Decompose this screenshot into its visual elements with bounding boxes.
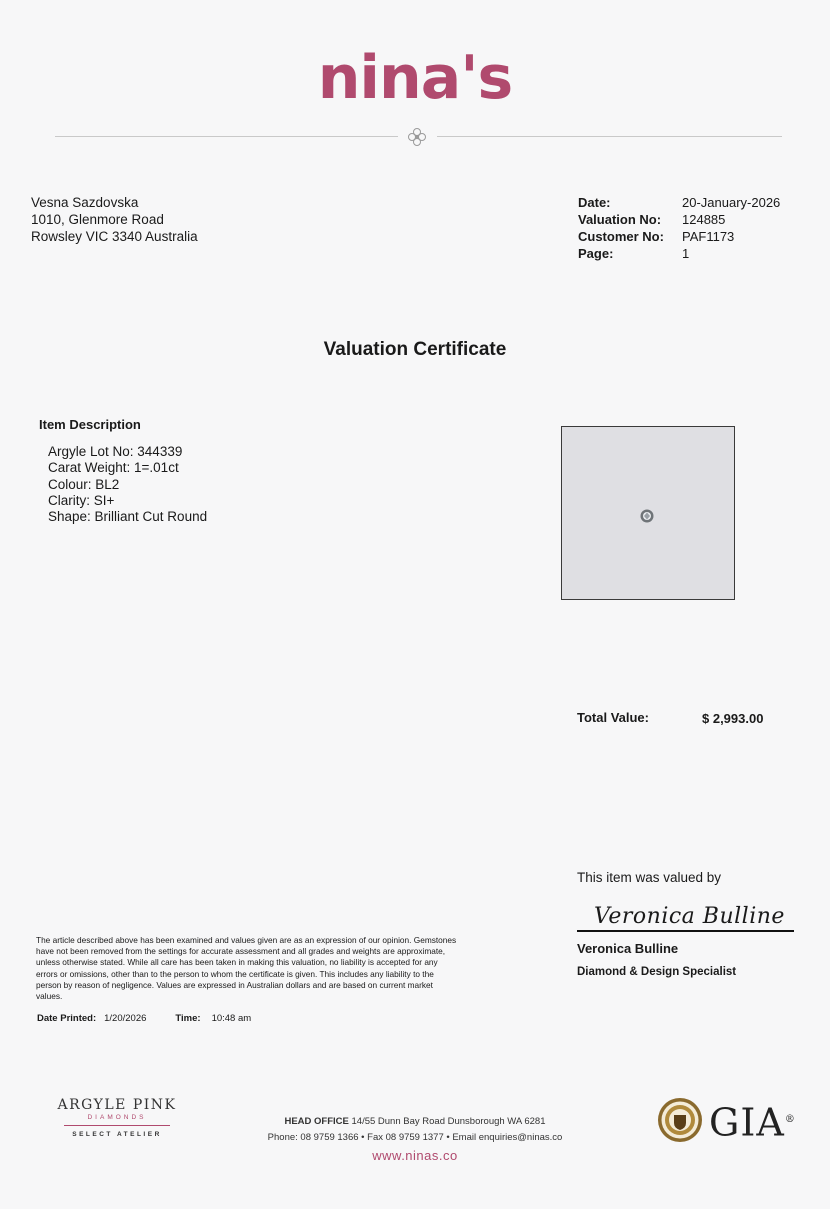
valuation-meta <box>578 194 780 262</box>
argyle-tag: SELECT ATELIER <box>72 1131 162 1138</box>
registered-mark: ® <box>784 1114 796 1125</box>
disclaimer-text: The article described above has been examined and values given are as an expression of our opinion. Gemstones have not been removed from the settings for accurate assessment and all grades and weights are approximate, unless otherwise stated. While all care has been taken in making this valuation, no liability is accepted for any errors or omissions, other than to the person to whom the certificate is given. This includes any liability to the person by reason of negligence. Values are expressed in Australian dollars and are based on current market values. <box>36 935 457 1002</box>
meta-value: 124885 <box>682 212 726 227</box>
customer-city: Rowsley VIC 3340 Australia <box>31 229 198 244</box>
meta-label: Customer No: <box>578 229 664 244</box>
argyle-rule <box>64 1125 170 1126</box>
office-label: HEAD OFFICE <box>284 1116 349 1127</box>
date-printed-value: 1/20/2026 <box>104 1013 147 1024</box>
diamond-icon <box>639 508 655 524</box>
item-heading: Item Description <box>39 417 141 432</box>
meta-row-page <box>578 245 780 262</box>
time-value: 10:48 am <box>211 1013 252 1024</box>
customer-address <box>31 194 198 245</box>
office-contact: Phone: 08 9759 1366 • Fax 08 9759 1377 • Email enquiries@ninas.co <box>267 1132 563 1143</box>
customer-name: Vesna Sazdovska <box>31 195 139 210</box>
gia-text: GIA <box>709 1100 785 1145</box>
page-title: Valuation Certificate <box>323 339 507 360</box>
signature: Veronica Bulline <box>594 904 785 929</box>
meta-label: Valuation No: <box>578 212 662 227</box>
meta-value: 1 <box>682 246 690 261</box>
time-label: Time: <box>175 1013 201 1024</box>
valuer-role: Diamond & Design Specialist <box>577 966 737 978</box>
total-value-label: Total Value: <box>577 710 649 725</box>
item-line: Clarity: SI+ <box>48 492 115 508</box>
argyle-sub: DIAMONDS <box>87 1114 147 1121</box>
meta-value: 20-January-2026 <box>682 195 781 210</box>
valued-by-text: This item was valued by <box>577 870 722 885</box>
meta-row-date <box>578 194 780 211</box>
item-line: Argyle Lot No: 344339 <box>48 444 183 459</box>
office-address: 14/55 Dunn Bay Road Dunsborough WA 6281 <box>351 1116 546 1127</box>
total-value: $ 2,993.00 <box>702 711 764 726</box>
print-info <box>37 1013 251 1024</box>
header-divider-right <box>437 136 782 137</box>
meta-row-valuation-no <box>578 211 780 228</box>
brand-logo: nina's <box>317 43 513 113</box>
signature-line <box>577 930 794 932</box>
argyle-pink-logo <box>52 1097 182 1138</box>
website-link[interactable]: www.ninas.co <box>372 1148 458 1163</box>
head-office <box>200 1114 630 1146</box>
gia-logo-text <box>709 1097 796 1146</box>
item-line: Colour: BL2 <box>48 476 120 492</box>
valuer-name: Veronica Bulline <box>577 941 679 956</box>
meta-label: Date: <box>578 195 611 210</box>
header-divider-left <box>55 136 398 137</box>
argyle-name: ARGYLE PINK <box>57 1097 177 1113</box>
customer-street: 1010, Glenmore Road <box>31 212 164 227</box>
item-details <box>48 444 207 525</box>
item-line: Shape: Brilliant Cut Round <box>48 509 208 525</box>
office-address-line <box>200 1114 630 1130</box>
ornament-icon <box>405 125 429 149</box>
meta-row-customer-no <box>578 228 780 245</box>
gia-seal-icon <box>657 1097 703 1143</box>
meta-label: Page: <box>578 246 614 261</box>
meta-value: PAF1173 <box>682 229 735 244</box>
date-printed-label: Date Printed: <box>37 1013 97 1024</box>
item-line: Carat Weight: 1=.01ct <box>48 460 179 476</box>
